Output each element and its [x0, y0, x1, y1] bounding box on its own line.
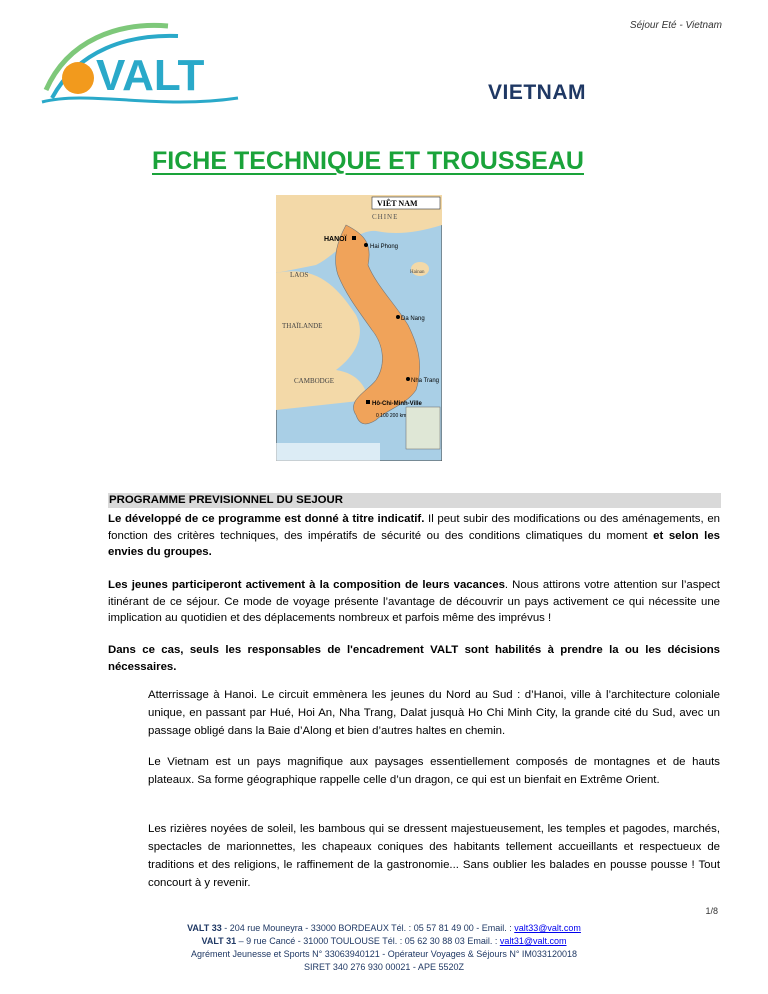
- paragraph-culture: Les rizières noyées de soleil, les bambous qui se dressent majestueusement, les temples et pagodes, marchés, spectacles de marionnettes, les chapeaux coniques des habitants tellement accueillants et respectueux de traditions et des religions, le raffinement de la gastronomie... Sans oublier les balades en pousse pousse ! Tout concourt à y revenir.: [148, 823, 720, 889]
- participation-bold: Les jeunes participeront activement à la composition de leurs vacances: [108, 579, 505, 591]
- svg-text:VALT: VALT: [96, 51, 205, 100]
- participation-text: . Nous attirons votre attention sur l’aspect itinérant de ce séjour. Ce mode de voyage présente l’avantage de découvrir un pays activement ce qui nécessite une implication au quotidien et des déplacements nombreux et parfois même des imprévus !: [108, 579, 720, 624]
- footer-agency-31: VALT 31: [201, 936, 237, 946]
- footer-line-bordeaux: [0, 922, 768, 935]
- paragraph-decisions: Dans ce cas, seuls les responsables de l'encadrement VALT sont habilités à prendre la ou les décisions nécessaires.: [108, 644, 720, 673]
- svg-text:LAOS: LAOS: [290, 271, 309, 279]
- running-header: Séjour Eté - Vietnam: [629, 20, 722, 31]
- svg-text:THAÏLANDE: THAÏLANDE: [282, 322, 323, 330]
- valt-logo: [38, 20, 248, 120]
- disclaimer-bold-end: et selon les envies du groupes.: [108, 529, 720, 558]
- footer-agency-33: VALT 33: [187, 923, 222, 933]
- footer-line-toulouse: [0, 935, 768, 948]
- paragraph-landscape: Le Vietnam est un pays magnifique aux paysages essentiellement composés de montagnes et de hauts plateaux. Sa forme géographique rappelle celle d’un dragon, ce qui est un bienfait en Extrême Orient.: [148, 756, 720, 786]
- svg-text:Hô-Chi-Minh-Ville: Hô-Chi-Minh-Ville: [372, 401, 422, 407]
- country-title: VIETNAM: [488, 81, 586, 104]
- footer-accreditation: Agrément Jeunesse et Sports N° 33063940121 - Opérateur Voyages & Séjours N° IM033120018: [191, 949, 577, 959]
- paragraph-disclaimer: [108, 511, 720, 561]
- svg-text:Hainan: Hainan: [410, 270, 425, 275]
- footer-address-31: – 9 rue Cancé - 31000 TOULOUSE Tél. : 05 62 30 88 03 Email. :: [236, 936, 500, 946]
- svg-text:Nha Trang: Nha Trang: [411, 378, 440, 384]
- paragraph-participation: [108, 577, 720, 627]
- paragraph-itinerary: Atterrissage à Hanoi. Le circuit emmènera les jeunes du Nord au Sud : d’Hanoi, ville à l’architecture coloniale unique, en passant par Hué, Hoi An, Nha Trang, Dalat jusquà Ho Chi Minh City, la grande cité du Sud, avec un passage obligé dans la Baie d’Along et bien d’autres haltes en chemin.: [148, 689, 720, 737]
- section-heading: PROGRAMME PREVISIONNEL DU SEJOUR: [108, 493, 721, 508]
- disclaimer-bold: Le développé de ce programme est donné à titre indicatif.: [108, 513, 425, 525]
- svg-text:VIÊT NAM: VIÊT NAM: [377, 199, 418, 208]
- vietnam-map: [276, 195, 442, 461]
- svg-text:HANOÏ: HANOÏ: [324, 236, 347, 243]
- email-link-valt31[interactable]: valt31@valt.com: [499, 936, 567, 946]
- svg-text:Hai Phong: Hai Phong: [370, 244, 399, 250]
- footer-siret: SIRET 340 276 930 00021 - APE 5520Z: [304, 962, 464, 972]
- email-link-valt33[interactable]: valt33@valt.com: [514, 923, 581, 933]
- svg-text:Da Nang: Da Nang: [401, 316, 425, 322]
- document-title: FICHE TECHNIQUE ET TROUSSEAU: [152, 147, 584, 175]
- footer-address-33: - 204 rue Mouneyra - 33000 BORDEAUX Tél. : 05 57 81 49 00 - Email. :: [221, 923, 515, 933]
- svg-text:CHINE: CHINE: [372, 213, 399, 221]
- disclaimer-text: Il peut subir des modifications ou des aménagements, en fonction des critères techniques, des impératifs de sécurité ou des conditions climatiques du moment: [108, 513, 720, 542]
- page-number: 1/8: [705, 906, 718, 916]
- footer: [0, 922, 768, 974]
- svg-text:CAMBODGE: CAMBODGE: [294, 377, 335, 385]
- svg-text:0 100 200 km: 0 100 200 km: [376, 413, 407, 419]
